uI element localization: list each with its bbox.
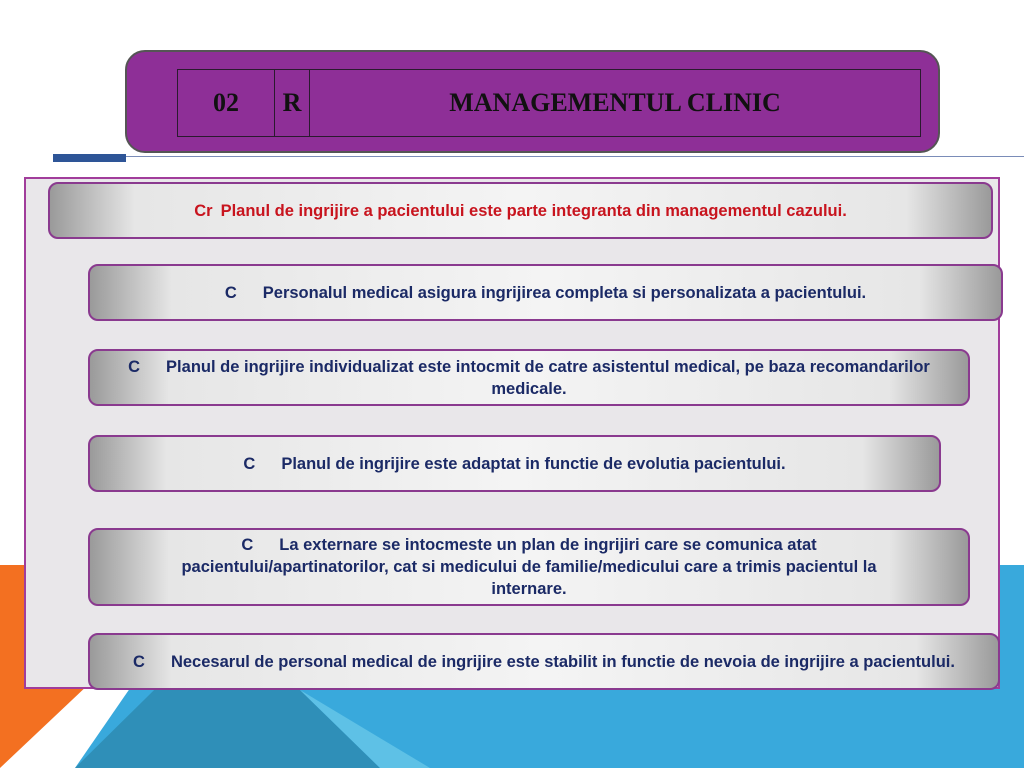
criterion-text: [243, 453, 785, 475]
criterion-description: La externare se intocmeste un plan de ingrijiri care se comunica atat pacientului/apartinatorilor, cat si medicului de familie/medicului care a trimis pacientul la internare.: [181, 536, 877, 598]
criterion-text: [194, 200, 847, 222]
criterion-prefix: C: [243, 454, 256, 473]
criterion-prefix: C: [224, 283, 237, 302]
standard-number: 02: [178, 70, 275, 136]
blue-accent-bar: [53, 154, 126, 162]
criterion-prefix: C: [133, 652, 145, 671]
criterion-description: Planul de ingrijire a pacientului este parte integranta din managementul cazului.: [220, 201, 847, 220]
criterion-item-1: [48, 182, 993, 239]
criterion-description: Personalul medical asigura ingrijirea completa si personalizata a pacientului.: [262, 283, 867, 302]
criterion-item-3: [88, 349, 970, 406]
page-title: MANAGEMENTUL CLINIC: [449, 88, 781, 117]
standard-code: R: [275, 70, 310, 136]
divider-line: [126, 156, 1024, 157]
criterion-prefix: C: [128, 357, 141, 376]
criterion-item-2: [88, 264, 1003, 321]
criterion-item-5: [88, 528, 970, 606]
criterion-prefix: Cr: [194, 201, 213, 220]
criterion-text: [118, 356, 940, 400]
header-banner: [125, 50, 940, 153]
content-panel: [24, 177, 1000, 689]
criterion-text: [133, 651, 955, 673]
criterion-item-4: [88, 435, 941, 492]
criterion-item-6: [88, 633, 1000, 690]
criterion-prefix: C: [241, 536, 254, 554]
criterion-description: Necesarul de personal medical de ingrijire este stabilit in functie de nevoia de ingrijire a pacientului.: [170, 652, 955, 671]
criterion-text: [225, 282, 866, 304]
criterion-description: Planul de ingrijire este adaptat in functie de evolutia pacientului.: [281, 454, 786, 473]
header-table: [177, 69, 921, 137]
criterion-text: [170, 534, 888, 600]
criterion-description: Planul de ingrijire individualizat este intocmit de catre asistentul medical, pe baza recomandarilor medicale.: [166, 357, 930, 398]
